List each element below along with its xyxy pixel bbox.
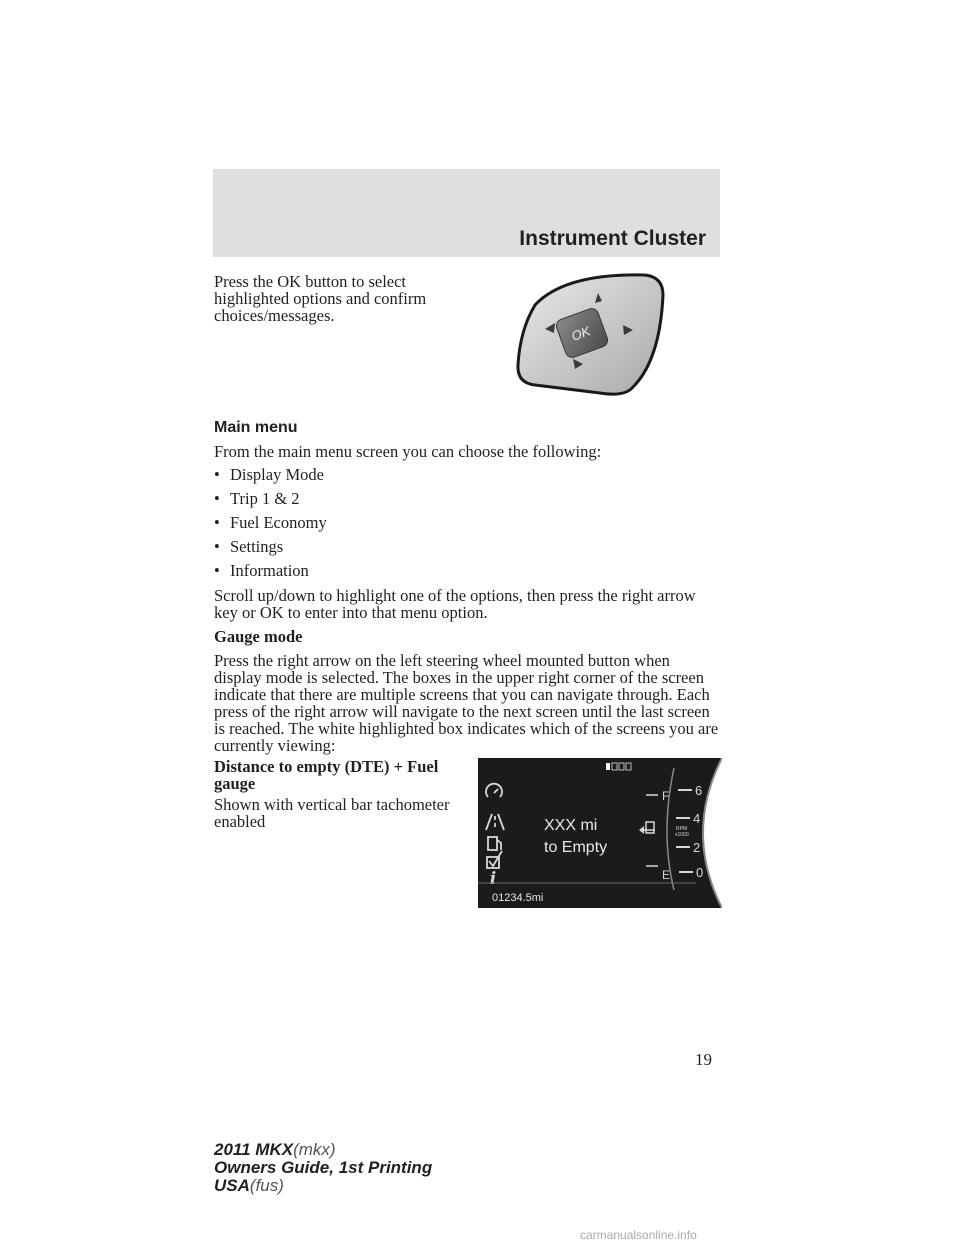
tach-tick-label: 6 [695, 783, 703, 798]
footer-region: USA [214, 1176, 250, 1195]
dte-body: Shown with vertical bar tachometer enabled [214, 795, 450, 831]
dte-value-text: XXX mi [544, 817, 598, 834]
section-header-band [213, 169, 720, 257]
ok-button-illustration [505, 265, 665, 400]
tach-tick-label: 4 [693, 811, 701, 826]
footer-region-code: (fus) [249, 1176, 284, 1195]
footer-model: 2011 MKX [214, 1140, 294, 1159]
rpm-unit-label: x1000 [675, 832, 689, 838]
odometer-text: 01234.5mi [492, 892, 544, 904]
scroll-instruction-text: Scroll up/down to highlight one of the options, then press the right arrow key or OK to enter into that menu option. [214, 586, 696, 622]
gauge-mode-heading: Gauge mode [214, 627, 303, 646]
list-item: • Fuel Economy [214, 513, 327, 532]
gauge-mode-body: Press the right arrow on the left steering wheel mounted button when display mode is selected. The boxes in the upper right corner of the screen indicate that there are multiple screens that you can navigate through. Each press of the right arrow will navigate to the next screen until the last screen is reached. The white highlighted box indicates which of the screens you are currently viewing: [214, 651, 719, 755]
rpm-label: RPM [676, 826, 688, 832]
fuel-empty-label: E [662, 868, 671, 882]
footer-model-code: (mkx) [293, 1140, 336, 1159]
instrument-cluster-display-illustration [478, 758, 722, 908]
tach-tick-label: 2 [693, 840, 701, 855]
main-menu-list [214, 466, 327, 586]
footer-guide: Owners Guide, 1st Printing [214, 1158, 433, 1177]
list-item: • Information [214, 561, 309, 580]
list-item: • Settings [214, 537, 284, 556]
list-item: • Display Mode [214, 465, 324, 484]
dte-heading: Distance to empty (DTE) + Fuel gauge [214, 757, 439, 793]
ok-button-label: OK [569, 323, 593, 344]
ok-instruction-text: Press the OK button to select highlighted options and confirm choices/messages. [214, 272, 427, 325]
fuel-full-label: F [662, 789, 670, 803]
watermark-text: carmanualsonline.info [580, 1228, 697, 1242]
dte-label-text: to Empty [544, 839, 608, 856]
main-menu-intro: From the main menu screen you can choose the following: [214, 442, 602, 461]
section-title: Instrument Cluster [519, 227, 706, 250]
tach-tick-label: 0 [696, 865, 704, 880]
main-menu-heading: Main menu [214, 419, 298, 436]
document-footer [214, 1141, 432, 1195]
information-icon: i [489, 869, 497, 889]
list-item: • Trip 1 & 2 [214, 489, 300, 508]
page-number: 19 [695, 1050, 712, 1069]
